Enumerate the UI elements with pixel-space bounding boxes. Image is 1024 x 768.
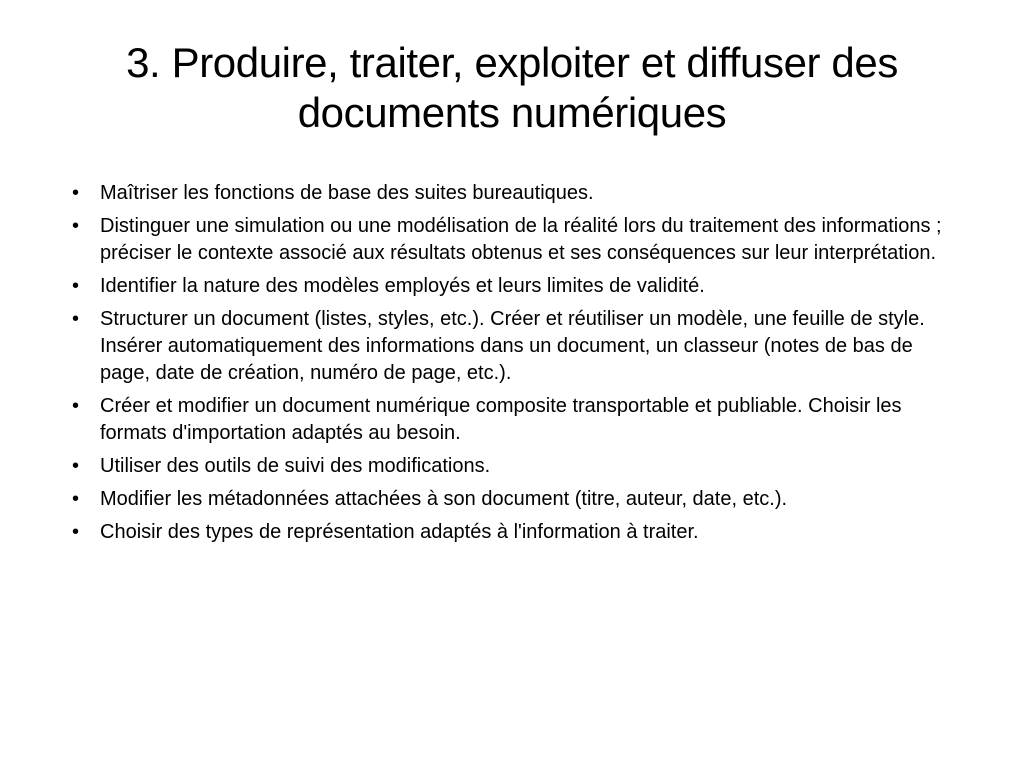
list-item <box>60 273 960 300</box>
bullet-text: Modifier les métadonnées attachées à son document (titre, auteur, date, etc.). <box>100 488 788 510</box>
list-item <box>60 519 960 546</box>
list-item <box>60 306 960 387</box>
bullet-text: Créer et modifier un document numérique composite transportable et publiable. Choisir les formats d'importation adaptés au besoin. <box>100 395 902 444</box>
bullet-marker: • <box>72 488 80 510</box>
bullet-marker: • <box>72 521 80 543</box>
bullet-marker: • <box>72 275 80 297</box>
list-item <box>60 453 960 480</box>
list-item <box>60 180 960 207</box>
bullet-text: Choisir des types de représentation adaptés à l'information à traiter. <box>100 521 699 543</box>
bullet-marker: • <box>72 308 80 330</box>
list-item <box>60 393 960 447</box>
bullet-marker: • <box>72 215 80 237</box>
bullet-list <box>60 180 960 552</box>
list-item <box>60 213 960 267</box>
bullet-marker: • <box>72 395 80 417</box>
slide-title: 3. Produire, traiter, exploiter et diffuser des documents numériques <box>126 39 898 136</box>
bullet-marker: • <box>72 455 80 477</box>
bullet-text: Identifier la nature des modèles employés et leurs limites de validité. <box>100 275 705 297</box>
bullet-text: Maîtriser les fonctions de base des suites bureautiques. <box>100 182 594 204</box>
bullet-marker: • <box>72 182 80 204</box>
list-item <box>60 486 960 513</box>
bullet-text: Structurer un document (listes, styles, etc.). Créer et réutiliser un modèle, une feuille de style. Insérer automatiquement des informations dans un document, un classeur (notes de bas de page, date de création, numéro de page, etc.). <box>100 308 925 384</box>
bullet-text: Utiliser des outils de suivi des modifications. <box>100 455 491 477</box>
bullet-text: Distinguer une simulation ou une modélisation de la réalité lors du traitement des informations ; préciser le contexte associé aux résultats obtenus et ses conséquences sur leur interprétation. <box>100 215 942 264</box>
